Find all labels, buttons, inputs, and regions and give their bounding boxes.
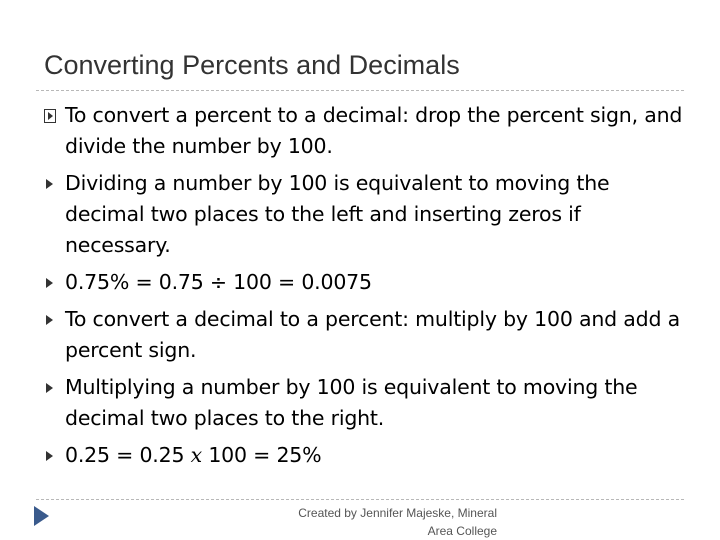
next-slide-arrow-icon[interactable] (34, 506, 49, 526)
footer-credit (230, 504, 497, 540)
bullet-item (44, 168, 684, 261)
footer-divider (36, 499, 684, 500)
multiply-symbol: x (190, 443, 202, 467)
slide-title: Converting Percents and Decimals (44, 50, 460, 80)
footer-line-1: Created by Jennifer Majeske, Mineral (298, 506, 497, 520)
bullet-list (44, 100, 684, 477)
bullet-item (44, 440, 684, 471)
triangle-bullet-icon (46, 383, 53, 393)
bullet-text: 0.75% = 0.75 ÷ 100 = 0.0075 (65, 270, 372, 294)
bullet-text: To convert a percent to a decimal: drop the percent sign, and divide the number by 100. (65, 103, 683, 158)
footer-line-2: Area College (427, 524, 497, 538)
bullet-item (44, 304, 684, 366)
bullet-item (44, 267, 684, 298)
triangle-bullet-icon (46, 179, 53, 189)
boxed-triangle-bullet-icon (44, 109, 56, 123)
bullet-text: Dividing a number by 100 is equivalent to moving the decimal two places to the left and inserting zeros if necessary. (65, 171, 610, 257)
triangle-bullet-icon (46, 315, 53, 325)
bullet-text: To convert a decimal to a percent: multiply by 100 and add a percent sign. (65, 307, 680, 362)
triangle-bullet-icon (46, 278, 53, 288)
triangle-bullet-icon (46, 451, 53, 461)
bullet-item (44, 372, 684, 434)
bullet-item (44, 100, 684, 162)
bullet-text-after: 100 = 25% (202, 443, 322, 467)
bullet-text: Multiplying a number by 100 is equivalent to moving the decimal two places to the right. (65, 375, 638, 430)
bullet-text-before: 0.25 = 0.25 (65, 443, 191, 467)
title-divider (36, 90, 684, 91)
